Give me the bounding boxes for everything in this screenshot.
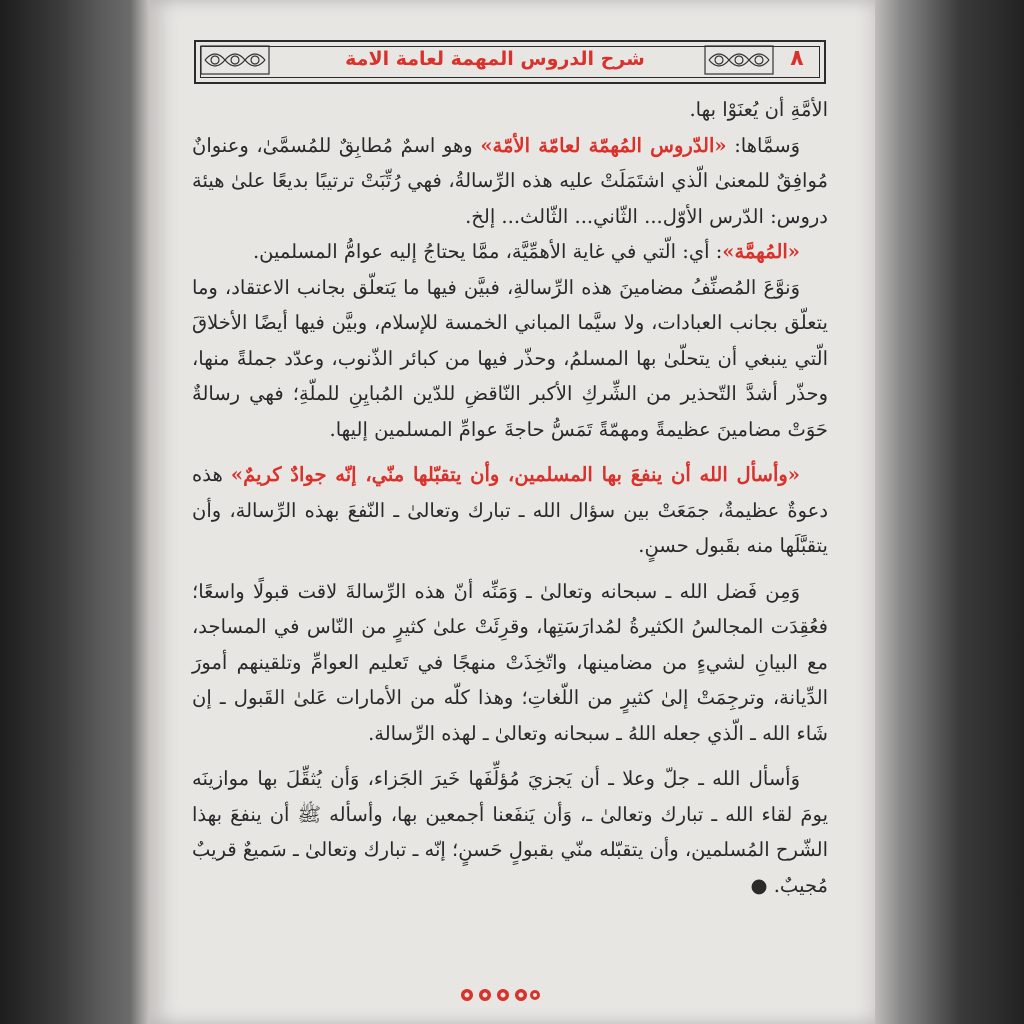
paragraph xyxy=(192,270,828,448)
paragraph xyxy=(192,574,828,752)
text-segment: وَنوَّعَ المُصنِّفُ مضامينَ هذه الرِّسالةِ، فبيَّن فيها ما يَتعلّق بجانب الاعتقاد، وما يتعلّق بجانب العبادات، ولا سيَّما المباني الخمسة للإسلام، وبيَّن فيها أيضًا الأخلاقَ الّتي ينبغي أن يتحلّىٰ بها المسلمُ، وحذّر فيها من كبائر الذّنوب، وعدّد جملةً منها، وحذّر أشدَّ التّحذير من الشِّركِ الأكبر النّاقضِ للدّين المُبايِنِ للملّةِ؛ فهي رسالةٌ حَوَتْ مضامينَ عظيمةً ومهمّةً تَمَسُّ حاجةَ عوامِّ المسلمين إليها. xyxy=(192,275,828,441)
quoted-text: «وأسأل الله أن ينفعَ بها المسلمين، وأن يتقبّلها منّي، إنّه جوادٌ كريمٌ» xyxy=(230,463,800,486)
text-segment: وهو اسمٌ مُطابِقٌ للمُسمَّىٰ، وعنوانٌ مُوافِقٌ للمعنىٰ الّذي اشتَمَلَتْ عليه هذه الرِّسالةُ، فهي رُتِّبَتْ ترتيبًا بديعًا علىٰ هيئة دروس: الدّرس الأوّل... الثّاني... الثّالث... إلخ. xyxy=(192,133,828,228)
text-segment: وَأسأل الله ـ جلّ وعلا ـ أن يَجزيَ مُؤلِّفَها خَيرَ الجَزاء، وَأن يُثقِّلَ بها موازينَه يومَ لقاء الله ـ تبارك وتعالىٰ ـ، وَأن يَنفَعنا أجمعين بها، وأسأله ﷺ أن ينفعَ بهذا الشّرح المُسلمين، وأن يتقبّله منّي بقبولٍ حَسنٍ؛ إنّه ـ تبارك وتعالىٰ ـ سَميعٌ قريبٌ مُجيبٌ. ● xyxy=(192,767,828,897)
quoted-text: «الدّروس المُهمّة لعامّة الأمّة» xyxy=(480,133,727,157)
paragraph xyxy=(192,457,828,564)
text-segment: : أي: الّتي في غاية الأهمِّيَّة، ممَّا يحتاجُ إليه عوامُّ المسلمين. xyxy=(252,240,723,263)
text-segment: وَسمَّاها: xyxy=(726,133,801,157)
running-title: شرح الدروس المهمة لعامة الامة xyxy=(345,48,645,70)
paragraph xyxy=(192,761,828,903)
page-number: ٨ xyxy=(790,46,804,71)
book-page xyxy=(150,0,875,1024)
page-header xyxy=(194,40,826,84)
floral-ornament-icon xyxy=(455,985,545,1005)
text-segment: وَمِن فَضل الله ـ سبحانه وتعالىٰ ـ وَمَنِّه أنّ هذه الرِّسالةَ لاقت قبولًا واسعًا؛ فعُقِدَت المجالسُ الكثيرةُ لمُدارَسَتِها، وقرِئَتْ علىٰ كثيرٍ من النّاس في المساجد، مع البيانِ لشيءٍ من مضامينها، واتّخِذَتْ منهجًا في تَعليم العوامِّ وتلقينهم أمورَ الدِّيانة، وترجِمَتْ إلىٰ كثيرٍ من اللّغاتِ؛ وهذا كلّه من الأمارات عَلىٰ القَبول ـ إن شَاء الله ـ الّذي جعله اللهُ ـ سبحانه وتعالىٰ ـ لهذه الرِّسالة. xyxy=(192,579,828,745)
paragraph xyxy=(192,92,828,128)
arabesque-ornament-icon xyxy=(200,45,270,75)
arabesque-ornament-icon xyxy=(704,45,774,75)
text-segment: هذه دعوةٌ عظيمةٌ، جمَعَتْ بين سؤال الله ـ تبارك وتعالىٰ ـ النّفعَ بهذه الرِّسالة، وأن يتقبَّلَها منه بقَبول حسنٍ. xyxy=(192,463,828,557)
quoted-text: «المُهمَّة» xyxy=(722,240,800,263)
text-segment: الأمَّةِ أن يُعنَوْا بها. xyxy=(689,98,828,121)
paragraph xyxy=(192,234,828,270)
body-text xyxy=(192,92,828,903)
paragraph xyxy=(192,128,828,235)
